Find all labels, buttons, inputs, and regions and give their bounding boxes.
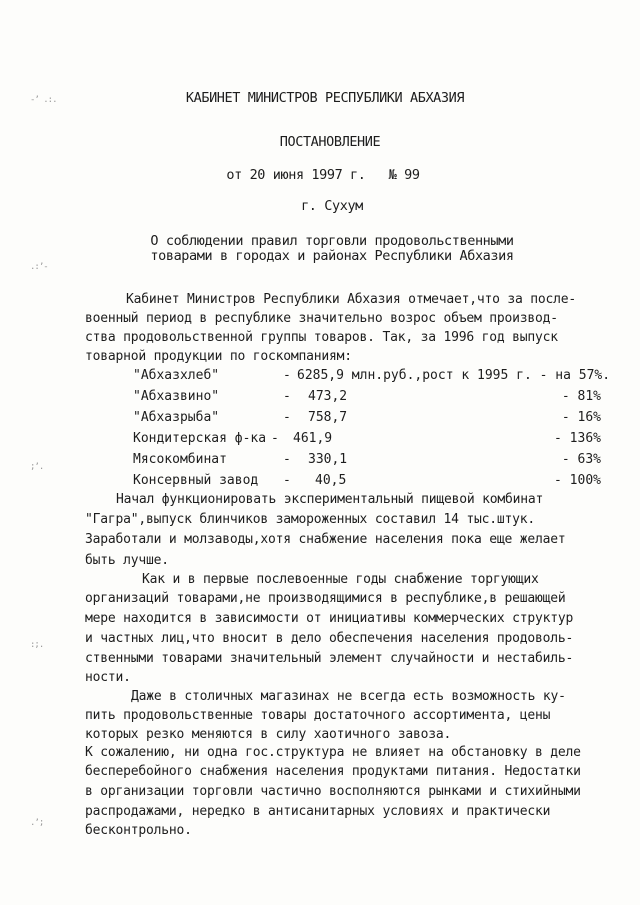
document-type: ПОСТАНОВЛЕНИЕ <box>279 134 381 150</box>
margin-mark: .ʼ; <box>30 818 44 828</box>
body-line: бесконтрольно. <box>85 823 192 838</box>
production-row <box>133 431 613 449</box>
margin-mark: :;. <box>30 640 44 650</box>
organization-title: КАБИНЕТ МИНИСТРОВ РЕСПУБЛИКИ АБХАЗИЯ <box>185 90 465 106</box>
production-row <box>133 452 613 470</box>
production-row <box>133 368 613 386</box>
body-line: Даже в столичных магазинах не всегда есть возможность ку- <box>131 689 566 704</box>
production-row <box>133 410 613 428</box>
margin-mark: -ʼ .:. <box>30 95 57 105</box>
body-line: которых резко меняются в силу хаотичного завоза. <box>85 727 452 742</box>
body-line: организаций товарами,не производящимися в республике,в решающей <box>85 591 566 606</box>
body-line: пить продовольственные товары достаточного ассортимента, цены <box>85 708 551 723</box>
production-row <box>133 473 613 491</box>
company-value: 758,7 <box>308 410 348 425</box>
margin-mark: .:ʼ- <box>30 262 48 272</box>
intro-line: Кабинет Министров Республики Абхазия отмечает,что за после- <box>126 292 576 307</box>
company-name: Мясокомбинат <box>133 452 227 467</box>
company-name: Консервный завод <box>133 473 259 488</box>
growth-percent: - 16% <box>561 410 601 425</box>
company-name: "Абхазрыба" <box>133 410 220 425</box>
growth-percent: - 100% <box>554 473 601 488</box>
dash: - <box>283 410 291 425</box>
company-value: 330,1 <box>308 452 348 467</box>
intro-line: товарной продукции по госкомпаниям: <box>85 349 352 364</box>
body-line: ности. <box>85 670 131 685</box>
body-line: Начал функционировать экспериментальный пищевой комбинат <box>116 492 544 507</box>
body-line: бесперебойного снабжения населения продуктами питания. Недостатки <box>85 764 581 779</box>
city: г. Сухум <box>301 198 363 214</box>
body-line: мере находится в зависимости от инициативы коммерческих структур <box>85 611 574 626</box>
body-line: "Гагра",выпуск блинчиков замороженных составил 14 тыс.штук. <box>85 512 535 527</box>
margin-mark: ;ʼ. <box>30 462 44 472</box>
body-line: К сожалению, ни одна гос.структура не влияет на обстановку в деле <box>85 745 581 760</box>
dash: - <box>283 452 291 467</box>
body-line: распродажами, нередко в антисанитарных условиях и практически <box>85 804 551 819</box>
dash: - <box>283 389 291 404</box>
company-value: 461,9 <box>293 431 333 446</box>
company-name: Кондитерская ф-ка <box>133 431 267 446</box>
growth-percent: - 136% <box>554 431 601 446</box>
body-line: ственными товарами значительный элемент случайности и нестабиль- <box>85 651 574 666</box>
body-line: в организации торговли частично восполняются рынками и стихийными <box>85 784 581 799</box>
date-and-number: от 20 июня 1997 г. № 99 <box>226 167 420 183</box>
company-name: "Абхазхлеб" <box>133 368 220 383</box>
body-line: быть лучше. <box>85 553 169 568</box>
intro-line: ства продовольственной группы товаров. Так, за 1996 год выпуск <box>85 330 558 345</box>
subject-line: товарами в городах и районах Республики Абхазия <box>150 248 514 264</box>
company-value: 6285,9 млн.руб.,рост к 1995 г. - на 57%. <box>297 368 611 383</box>
dash: - <box>283 473 291 488</box>
intro-line: военный период в республике значительно возрос объем производ- <box>85 311 558 326</box>
company-value: 40,5 <box>315 473 347 488</box>
body-line: Заработали и молзаводы,хотя снабжение населения пока еще желает <box>85 532 566 547</box>
body-line: и частных лиц,что вносит в дело обеспечения населения продоволь- <box>85 631 574 646</box>
dash: - <box>283 368 291 383</box>
growth-percent: - 63% <box>561 452 601 467</box>
body-line: Как и в первые послевоенные годы снабжение торгующих <box>142 572 539 587</box>
dash: - <box>271 431 279 446</box>
subject-line: О соблюдении правил торговли продовольственными <box>150 233 514 249</box>
production-row <box>133 389 613 407</box>
company-name: "Абхазвино" <box>133 389 220 404</box>
growth-percent: - 81% <box>561 389 601 404</box>
company-value: 473,2 <box>308 389 348 404</box>
